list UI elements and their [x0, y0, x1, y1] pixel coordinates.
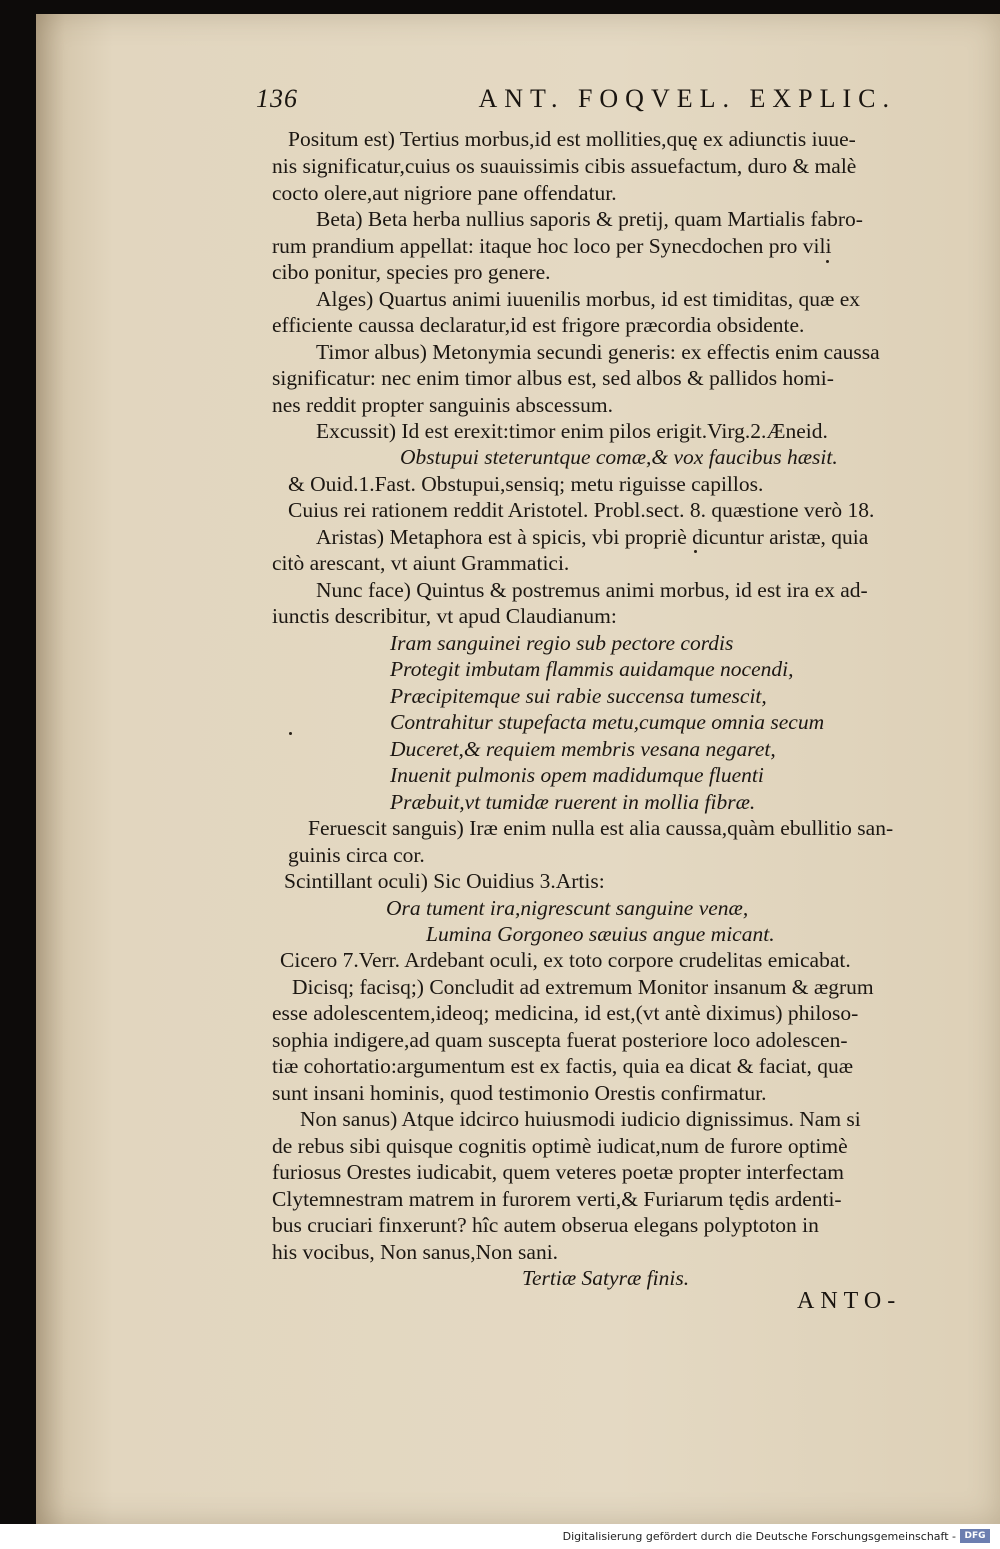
verse-line: Duceret,& requiem membris vesana negaret,	[390, 737, 776, 761]
verse-line: Obstupui steteruntque comæ,& vox faucibus hæsit.	[400, 445, 838, 469]
text-line: Clytemnestram matrem in furorem verti,& Furiarum tędis ardenti-	[272, 1187, 842, 1211]
verse-line: Iram sanguinei regio sub pectore cordis	[390, 631, 734, 655]
text-line: Aristas) Metaphora est à spicis, vbi propriè dicuntur aristæ, quia	[316, 525, 869, 549]
text-line: his vocibus, Non sanus,Non sani.	[272, 1240, 559, 1264]
text-line: citò arescant, vt aiunt Grammatici.	[272, 551, 570, 575]
text-line: iunctis describitur, vt apud Claudianum:	[272, 604, 617, 628]
text-line: tiæ cohortatio:argumentum est ex factis, quia ea dicat & faciat, quæ	[272, 1054, 854, 1078]
verse-line: Præbuit,vt tumidæ ruerent in mollia fibræ.	[390, 790, 756, 814]
verse-line: Contrahitur stupefacta metu,cumque omnia secum	[390, 710, 825, 734]
verse-line: Ora tument ira,nigrescunt sanguine venæ,	[386, 896, 749, 920]
running-head	[256, 84, 896, 114]
text-line: Feruescit sanguis) Iræ enim nulla est alia caussa,quàm ebullitio san-	[308, 816, 894, 840]
verse-line: Præcipitemque sui rabie succensa tumescit,	[390, 684, 767, 708]
running-title: ANT. FOQVEL. EXPLIC.	[478, 84, 896, 113]
text-line: Dicisq; facisq;) Concludit ad extremum Monitor insanum & ægrum	[292, 975, 874, 999]
text-line: cibo ponitur, species pro genere.	[272, 260, 551, 284]
text-line: Cuius rei rationem reddit Aristotel. Probl.sect. 8. quæstione verò 18.	[288, 498, 875, 522]
text-line: nes reddit propter sanguinis abscessum.	[272, 393, 613, 417]
dfg-logo-icon: DFG	[960, 1529, 990, 1543]
text-line: Nunc face) Quintus & postremus animi morbus, id est ira ex ad-	[316, 578, 868, 602]
verse-line: Inuenit pulmonis opem madidumque fluenti	[390, 763, 764, 787]
text-line: Positum est) Tertius morbus,id est mollities,quę ex adiunctis iuue-	[288, 127, 856, 151]
text-line: Scintillant oculi) Sic Ouidius 3.Artis:	[284, 869, 605, 893]
text-line: Beta) Beta herba nullius saporis & pretij, quam Martialis fabro-	[316, 207, 863, 231]
text-line: cocto olere,aut nigriore pane offendatur.	[272, 181, 617, 205]
text-line: Cicero 7.Verr. Ardebant oculi, ex toto corpore crudelitas emicabat.	[280, 948, 851, 972]
funding-note: Digitalisierung gefördert durch die Deutsche Forschungsgemeinschaft -	[562, 1530, 956, 1543]
text-line: & Ouid.1.Fast. Obstupui,sensiq; metu riguisse capillos.	[288, 472, 764, 496]
verse-line: Protegit imbutam flammis auidamque nocendi,	[390, 657, 794, 681]
footer-bar	[0, 1524, 1000, 1549]
text-line: sophia indigere,ad quam suscepta fuerat posteriore loco adolescen-	[272, 1028, 848, 1052]
catchword: ANTO-	[797, 1288, 902, 1314]
text-line: Alges) Quartus animi iuuenilis morbus, id est timiditas, quæ ex	[316, 287, 861, 311]
verse-line: Lumina Gorgoneo sæuius angue micant.	[426, 922, 775, 946]
section-end: Tertiæ Satyræ finis.	[522, 1266, 690, 1290]
text-line: rum prandium appellat: itaque hoc loco per Synecdochen pro vili	[272, 234, 832, 258]
text-line: furiosus Orestes iudicabit, quem veteres poetæ propter interfectam	[272, 1160, 844, 1184]
text-line: significatur: nec enim timor albus est, sed albos & pallidos homi-	[272, 366, 834, 390]
text-line: efficiente caussa declaratur,id est frigore præcordia obsidente.	[272, 313, 805, 337]
text-line: sunt insani hominis, quod testimonio Orestis confirmatur.	[272, 1081, 767, 1105]
text-line: esse adolescentem,ideoq; medicina, id est,(vt antè diximus) philoso-	[272, 1001, 859, 1025]
text-line: Non sanus) Atque idcirco huiusmodi iudicio dignissimus. Nam si	[300, 1107, 861, 1131]
text-line: guinis circa cor.	[288, 843, 425, 867]
text-line: de rebus sibi quisque cognitis optimè iudicat,num de furore optimè	[272, 1134, 848, 1158]
text-line: nis significatur,cuius os suauissimis cibis assuefactum, duro & malè	[272, 154, 857, 178]
text-line: Excussit) Id est erexit:timor enim pilos erigit.Virg.2.Æneid.	[316, 419, 828, 443]
page-number: 136	[256, 84, 298, 113]
text-line: Timor albus) Metonymia secundi generis: ex effectis enim caussa	[316, 340, 880, 364]
text-line: bus cruciari finxerunt? hîc autem obserua elegans polyptoton in	[272, 1213, 819, 1237]
